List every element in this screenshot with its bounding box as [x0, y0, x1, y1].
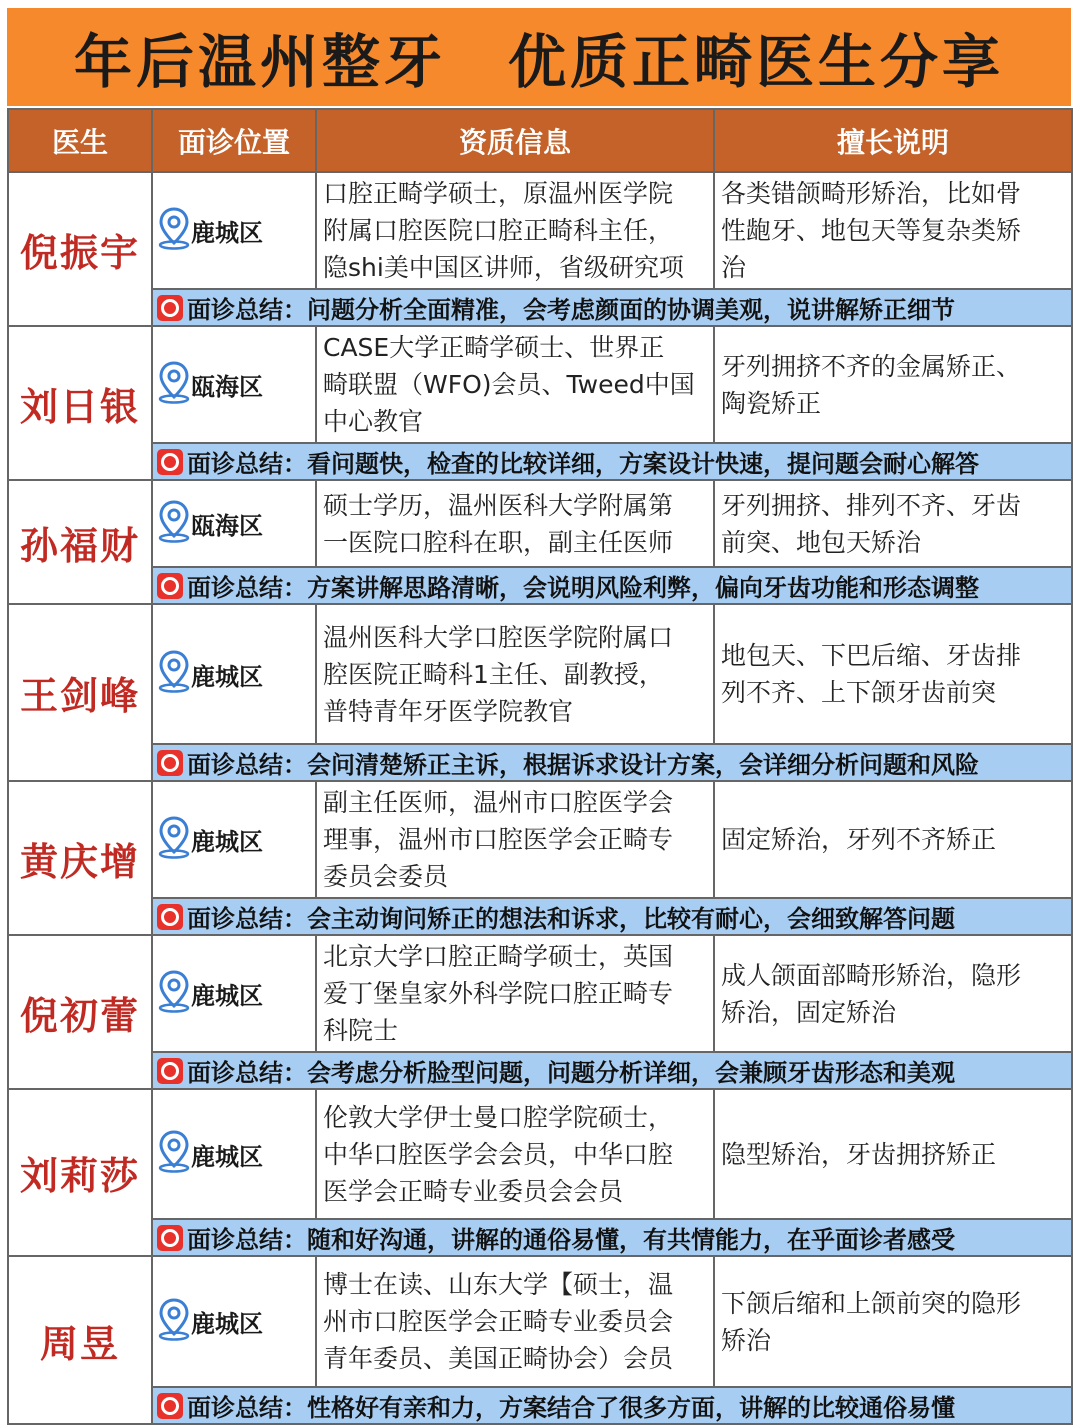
location-pin-icon	[157, 360, 191, 410]
text-line: 北京大学口腔正畸学硕士，英国	[323, 942, 674, 971]
summary-row	[8, 567, 1072, 604]
location-cell	[152, 480, 316, 567]
text-line: 伦敦大学伊士曼口腔学院硕士，	[323, 1102, 674, 1132]
summary-cell	[152, 1219, 1072, 1256]
qualification-cell	[316, 172, 714, 289]
location-text: 瓯海区	[191, 512, 263, 540]
text-line: 前突、地包天矫治	[721, 527, 922, 557]
red-o-icon	[157, 449, 183, 475]
text-line: 委员会委员	[323, 862, 449, 891]
specialty-cell	[714, 1089, 1072, 1219]
text-line: 治	[721, 253, 747, 282]
text-line: 普特青年牙医学院教官	[323, 696, 574, 726]
text-line: 口腔正畸学硕士，原温州医学院	[323, 179, 674, 208]
location-cell	[152, 1256, 316, 1387]
text-line: CASE大学正畸学硕士、世界正	[323, 333, 665, 362]
doctor-name: 孙福财	[8, 480, 152, 604]
location-pin-icon	[157, 499, 191, 549]
header-doctor: 医生	[8, 109, 152, 172]
location-pin-icon	[157, 206, 191, 256]
text-line: 科院士	[323, 1016, 399, 1045]
location-cell	[152, 326, 316, 443]
red-o-icon	[157, 1225, 183, 1251]
doctor-row	[8, 1256, 1072, 1387]
summary-text: 方案讲解思路清晰，会说明风险利弊，偏向牙齿功能和形态调整	[307, 574, 979, 602]
text-line: 腔医院正畸科1主任、副教授，	[323, 659, 664, 689]
location-cell	[152, 172, 316, 289]
doctor-name: 周昱	[8, 1256, 152, 1424]
specialty-cell	[714, 1256, 1072, 1387]
summary-cell	[152, 1052, 1072, 1089]
doctor-row	[8, 935, 1072, 1052]
doctor-row	[8, 480, 1072, 567]
location-cell	[152, 1089, 316, 1219]
summary-text: 会问清楚矫正主诉，根据诉求设计方案，会详细分析问题和风险	[307, 751, 979, 779]
text-line: 陶瓷矫正	[721, 388, 822, 418]
summary-row	[8, 1052, 1072, 1089]
location-text: 瓯海区	[191, 373, 263, 401]
qualification-cell	[316, 326, 714, 443]
text-line: 理事，温州市口腔医学会正畸专	[323, 825, 674, 854]
header-row	[8, 109, 1072, 172]
text-line: 医学会正畸专业委员会会员	[323, 1176, 624, 1206]
location-text: 鹿城区	[191, 1310, 263, 1338]
text-line: 隐型矫治，牙齿拥挤矫正	[721, 1139, 997, 1169]
summary-label: 面诊总结：	[187, 905, 307, 933]
specialty-cell	[714, 935, 1072, 1052]
header-specialty: 擅长说明	[714, 109, 1072, 172]
summary-cell	[152, 443, 1072, 480]
summary-cell	[152, 744, 1072, 781]
location-cell	[152, 781, 316, 898]
summary-label: 面诊总结：	[187, 574, 307, 602]
location-pin-icon	[157, 1297, 191, 1347]
location-text: 鹿城区	[191, 828, 263, 856]
text-line: 温州医科大学口腔医学院附属口	[323, 622, 674, 652]
text-line: 隐shi美中国区讲师，省级研究项	[323, 253, 684, 282]
text-line: 固定矫治，牙列不齐矫正	[721, 825, 997, 854]
summary-row	[8, 443, 1072, 480]
doctor-name: 倪初蕾	[8, 935, 152, 1089]
doctor-row	[8, 326, 1072, 443]
location-text: 鹿城区	[191, 219, 263, 247]
specialty-cell	[714, 781, 1072, 898]
text-line: 性龅牙、地包天等复杂类矫	[721, 216, 1022, 245]
text-line: 博士在读、山东大学【硕士，温	[323, 1270, 674, 1299]
text-line: 青年委员、美国正畸协会）会员	[323, 1344, 674, 1373]
qualification-cell	[316, 1089, 714, 1219]
summary-label: 面诊总结：	[187, 1059, 307, 1087]
specialty-cell	[714, 172, 1072, 289]
summary-cell	[152, 1387, 1072, 1424]
summary-row	[8, 1387, 1072, 1424]
doctor-row	[8, 1089, 1072, 1219]
location-cell	[152, 604, 316, 744]
summary-row	[8, 744, 1072, 781]
doctor-row	[8, 172, 1072, 289]
text-line: 中心教官	[323, 407, 424, 436]
text-line: 矫治	[721, 1325, 772, 1355]
summary-cell	[152, 898, 1072, 935]
text-line: 爱丁堡皇家外科学院口腔正畸专	[323, 979, 674, 1008]
summary-text: 看问题快，检查的比较详细，方案设计快速，提问题会耐心解答	[307, 450, 979, 478]
summary-text: 会考虑分析脸型问题，问题分析详细，会兼顾牙齿形态和美观	[307, 1059, 955, 1087]
summary-label: 面诊总结：	[187, 751, 307, 779]
specialty-cell	[714, 480, 1072, 567]
doctor-row	[8, 604, 1072, 744]
qualification-cell	[316, 480, 714, 567]
summary-label: 面诊总结：	[187, 296, 307, 324]
doctor-row	[8, 781, 1072, 898]
summary-row	[8, 289, 1072, 326]
location-text: 鹿城区	[191, 982, 263, 1010]
qualification-cell	[316, 1256, 714, 1387]
red-o-icon	[157, 750, 183, 776]
text-line: 地包天、下巴后缩、牙齿排	[721, 641, 1022, 670]
summary-text: 问题分析全面精准，会考虑颜面的协调美观，说讲解矫正细节	[307, 296, 955, 324]
red-o-icon	[157, 295, 183, 321]
text-line: 各类错颌畸形矫治，比如骨	[721, 179, 1022, 208]
location-pin-icon	[157, 1129, 191, 1179]
header-location: 面诊位置	[152, 109, 316, 172]
location-cell	[152, 935, 316, 1052]
page-title: 年后温州整牙 优质正畸医生分享	[7, 8, 1071, 106]
qualification-cell	[316, 781, 714, 898]
doctor-name: 刘莉莎	[8, 1089, 152, 1256]
summary-label: 面诊总结：	[187, 1394, 307, 1422]
text-line: 中华口腔医学会会员，中华口腔	[323, 1139, 674, 1169]
text-line: 州市口腔医学会正畸专业委员会	[323, 1307, 674, 1336]
doctor-name: 王剑峰	[8, 604, 152, 781]
text-line: 列不齐、上下颌牙齿前突	[721, 678, 997, 707]
location-pin-icon	[157, 969, 191, 1019]
summary-text: 性格好有亲和力，方案结合了很多方面，讲解的比较通俗易懂	[307, 1394, 955, 1422]
red-o-icon	[157, 904, 183, 930]
summary-cell	[152, 567, 1072, 604]
summary-text: 随和好沟通，讲解的通俗易懂，有共情能力，在乎面诊者感受	[307, 1226, 955, 1254]
summary-row	[8, 1219, 1072, 1256]
location-pin-icon	[157, 649, 191, 699]
location-text: 鹿城区	[191, 662, 263, 691]
summary-label: 面诊总结：	[187, 450, 307, 478]
text-line: 成人颌面部畸形矫治，隐形	[721, 960, 1022, 990]
text-line: 副主任医师，温州市口腔医学会	[323, 788, 674, 817]
text-line: 一医院口腔科在职，副主任医师	[323, 527, 674, 557]
red-o-icon	[157, 1393, 183, 1419]
text-line: 牙列拥挤、排列不齐、牙齿	[721, 490, 1022, 520]
doctor-name: 刘日银	[8, 326, 152, 480]
text-line: 硕士学历，温州医科大学附属第	[323, 490, 674, 520]
doctor-table	[7, 108, 1073, 1425]
text-line: 畸联盟（WFO)会员、Tweed中国	[323, 370, 695, 399]
summary-row	[8, 898, 1072, 935]
qualification-cell	[316, 604, 714, 744]
doctor-name: 倪振宇	[8, 172, 152, 326]
red-o-icon	[157, 1058, 183, 1084]
specialty-cell	[714, 326, 1072, 443]
summary-text: 会主动询问矫正的想法和诉求，比较有耐心，会细致解答问题	[307, 905, 955, 933]
qualification-cell	[316, 935, 714, 1052]
location-pin-icon	[157, 815, 191, 865]
header-qualification: 资质信息	[316, 109, 714, 172]
red-o-icon	[157, 573, 183, 599]
doctor-name: 黄庆增	[8, 781, 152, 935]
text-line: 下颌后缩和上颌前突的隐形	[721, 1288, 1022, 1318]
text-line: 附属口腔医院口腔正畸科主任，	[323, 216, 674, 245]
summary-cell	[152, 289, 1072, 326]
summary-label: 面诊总结：	[187, 1226, 307, 1254]
specialty-cell	[714, 604, 1072, 744]
text-line: 牙列拥挤不齐的金属矫正、	[721, 351, 1022, 381]
location-text: 鹿城区	[191, 1142, 263, 1171]
text-line: 矫治，固定矫治	[721, 997, 897, 1027]
